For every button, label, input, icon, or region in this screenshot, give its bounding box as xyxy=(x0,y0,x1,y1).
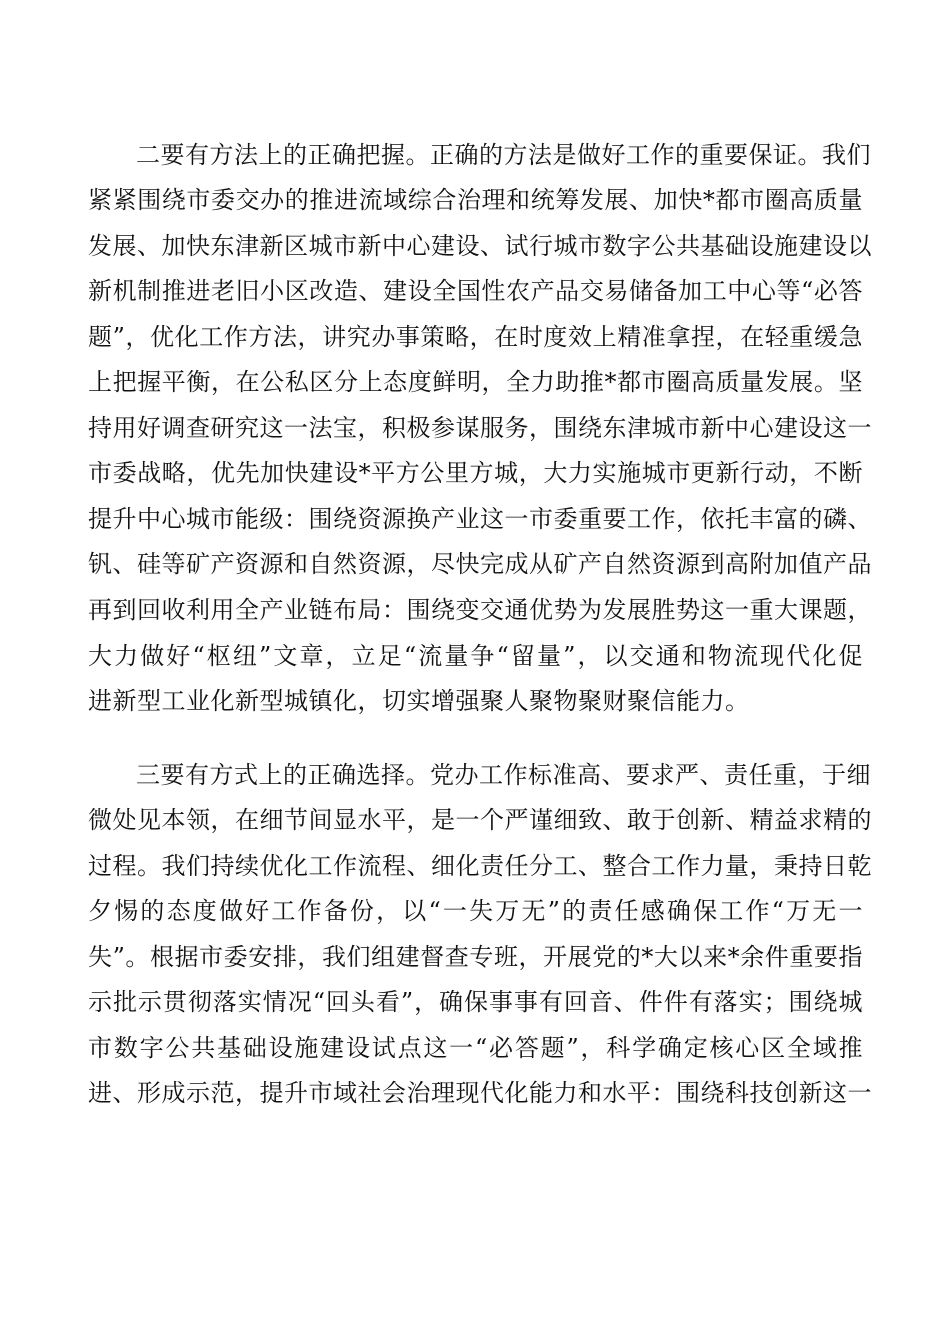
paragraph-1-line-4: 新机制推进老旧小区改造、建设全国性农产品交易储备加工中心等“必答 xyxy=(88,277,863,305)
paragraph-1-line-8: 市委战略，优先加快建设*平方公里方城，大力实施城市更新行动，不断 xyxy=(88,459,863,487)
paragraph-2-line-8: 进、形成示范，提升市域社会治理现代化能力和水平：围绕科技创新这一 xyxy=(88,1079,872,1107)
paragraph-1-line-10: 钒、硅等矿产资源和自然资源，尽快完成从矿产自然资源到高附加值产品 xyxy=(88,550,872,578)
paragraph-2-line-7: 市数字公共基础设施建设试点这一“必答题”，科学确定核心区全域推 xyxy=(88,1034,863,1062)
paragraph-2-line-2: 微处见本领，在细节间显水平，是一个严谨细致、敢于创新、精益求精的 xyxy=(88,806,872,834)
paragraph-2-line-5: 失”。根据市委安排，我们组建督查专班，开展党的*大以来*余件重要指 xyxy=(88,943,863,971)
paragraph-1-line-2: 紧紧围绕市委交办的推进流域综合治理和统筹发展、加快*都市圈高质量 xyxy=(88,186,863,214)
paragraph-1-line-12: 大力做好“枢纽”文章，立足“流量争“留量”，以交通和物流现代化促 xyxy=(88,642,863,670)
paragraph-1-line-9: 提升中心城市能级：围绕资源换产业这一市委重要工作，依托丰富的磷、 xyxy=(88,505,872,533)
paragraph-1-line-13: 进新型工业化新型城镇化，切实增强聚人聚物聚财聚信能力。 xyxy=(88,687,750,715)
paragraph-1-line-5: 题”，优化工作方法，讲究办事策略，在时度效上精准拿捏，在轻重缓急 xyxy=(88,323,863,351)
paragraph-2-line-4: 夕惕的态度做好工作备份，以“一失万无”的责任感确保工作“万无一 xyxy=(88,897,863,925)
paragraph-1-line-11: 再到回收利用全产业链布局：围绕变交通优势为发展胜势这一重大课题， xyxy=(88,596,872,624)
paragraph-2-line-1: 三要有方式上的正确选择。党办工作标准高、要求严、责任重，于细 xyxy=(136,761,871,789)
paragraph-2-line-3: 过程。我们持续优化工作流程、细化责任分工、整合工作力量，秉持日乾 xyxy=(88,852,872,880)
paragraph-1-line-6: 上把握平衡，在公私区分上态度鲜明，全力助推*都市圈高质量发展。坚 xyxy=(88,368,863,396)
paragraph-1-line-7: 持用好调查研究这一法宝，积极参谋服务，围绕东津城市新中心建设这一 xyxy=(88,414,872,442)
paragraph-2-line-6: 示批示贯彻落实情况“回头看”，确保事事有回音、件件有落实；围绕城 xyxy=(88,988,863,1016)
paragraph-1-line-1: 二要有方法上的正确把握。正确的方法是做好工作的重要保证。我们 xyxy=(136,141,871,169)
paragraph-1-line-3: 发展、加快东津新区城市新中心建设、试行城市数字公共基础设施建设以 xyxy=(88,232,872,260)
